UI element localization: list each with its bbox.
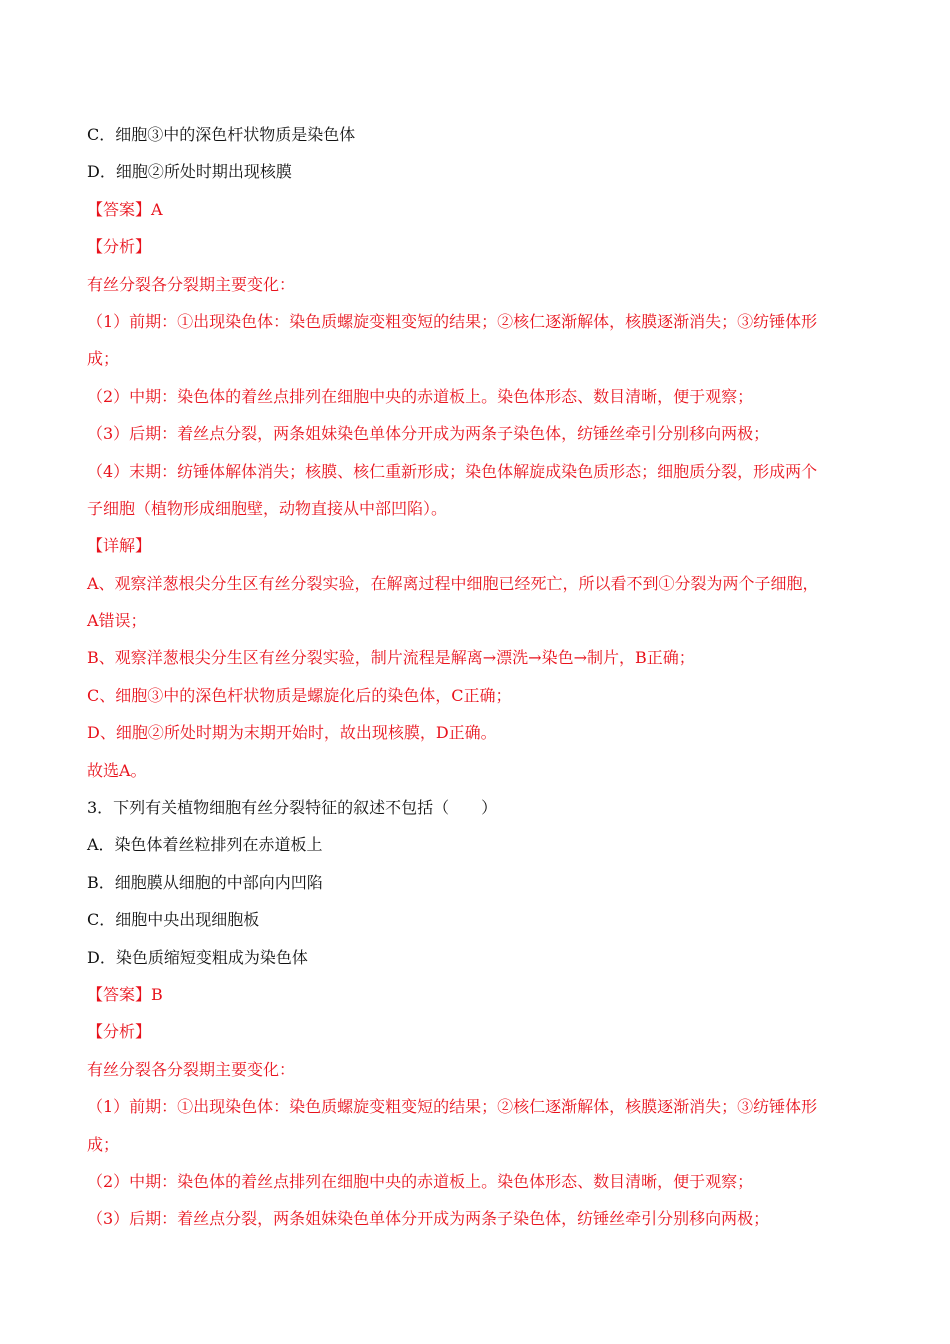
- analysis-heading: 【分析】: [87, 237, 152, 257]
- q3-prophase-line: （1）前期：①出现染色体：染色质螺旋变粗变短的结果；②核仁逐渐解体，核膜逐渐消失；③纺锤体形: [87, 1097, 818, 1117]
- answer-label: 【答案】A: [87, 199, 163, 219]
- telophase-line-cont: 子细胞（植物形成细胞壁，动物直接从中部凹陷）。: [87, 498, 448, 518]
- q3-analysis-heading: 【分析】: [87, 1022, 152, 1042]
- detail-a-line-cont: A错误；: [87, 611, 147, 631]
- option-c-line: C．细胞③中的深色杆状物质是染色体: [87, 125, 356, 144]
- prophase-line: （1）前期：①出现染色体：染色质螺旋变粗变短的结果；②核仁逐渐解体，核膜逐渐消失；③纺锤体形: [87, 311, 818, 331]
- q3-option-b: B．细胞膜从细胞的中部向内凹陷: [87, 872, 323, 892]
- q3-anaphase-line: （3）后期：着丝点分裂，两条姐妹染色单体分开成为两条子染色体，纺锤丝牵引分别移向两极；: [87, 1209, 770, 1229]
- prophase-line-cont: 成；: [87, 349, 120, 369]
- telophase-line: （4）末期：纺锤体解体消失；核膜、核仁重新形成；染色体解旋成染色质形态；细胞质分裂，形成两个: [87, 461, 818, 481]
- detail-c-line: C、细胞③中的深色杆状物质是螺旋化后的染色体，C正确；: [87, 685, 512, 705]
- detail-d-line: D、细胞②所处时期为末期开始时，故出现核膜，D正确。: [87, 723, 497, 743]
- q3-option-d: D．染色质缩短变粗成为染色体: [87, 947, 308, 967]
- q3-answer-label: 【答案】B: [87, 984, 163, 1004]
- detail-b-line: B、观察洋葱根尖分生区有丝分裂实验，制片流程是解离→漂洗→染色→制片，B正确；: [87, 648, 695, 668]
- question-3-stem: 3．下列有关植物细胞有丝分裂特征的叙述不包括（ ）: [87, 798, 498, 818]
- q3-option-c: C．细胞中央出现细胞板: [87, 910, 260, 930]
- q3-metaphase-line: （2）中期：染色体的着丝点排列在细胞中央的赤道板上。染色体形态、数目清晰，便于观察；: [87, 1171, 754, 1191]
- detail-heading: 【详解】: [87, 536, 152, 556]
- document-body: [87, 116, 867, 1238]
- q3-analysis-intro: 有丝分裂各分裂期主要变化：: [87, 1059, 296, 1079]
- anaphase-line: （3）后期：着丝点分裂，两条姐妹染色单体分开成为两条子染色体，纺锤丝牵引分别移向两极；: [87, 424, 770, 444]
- q3-prophase-line-cont: 成；: [87, 1134, 120, 1154]
- analysis-intro: 有丝分裂各分裂期主要变化：: [87, 274, 296, 294]
- conclusion-line: 故选A。: [87, 760, 147, 780]
- metaphase-line: （2）中期：染色体的着丝点排列在细胞中央的赤道板上。染色体形态、数目清晰，便于观察；: [87, 386, 754, 406]
- q3-option-a: A．染色体着丝粒排列在赤道板上: [87, 835, 323, 855]
- detail-a-line: A、观察洋葱根尖分生区有丝分裂实验，在解离过程中细胞已经死亡，所以看不到①分裂为两个子细胞，: [87, 573, 819, 593]
- option-d-line: D．细胞②所处时期出现核膜: [87, 162, 292, 182]
